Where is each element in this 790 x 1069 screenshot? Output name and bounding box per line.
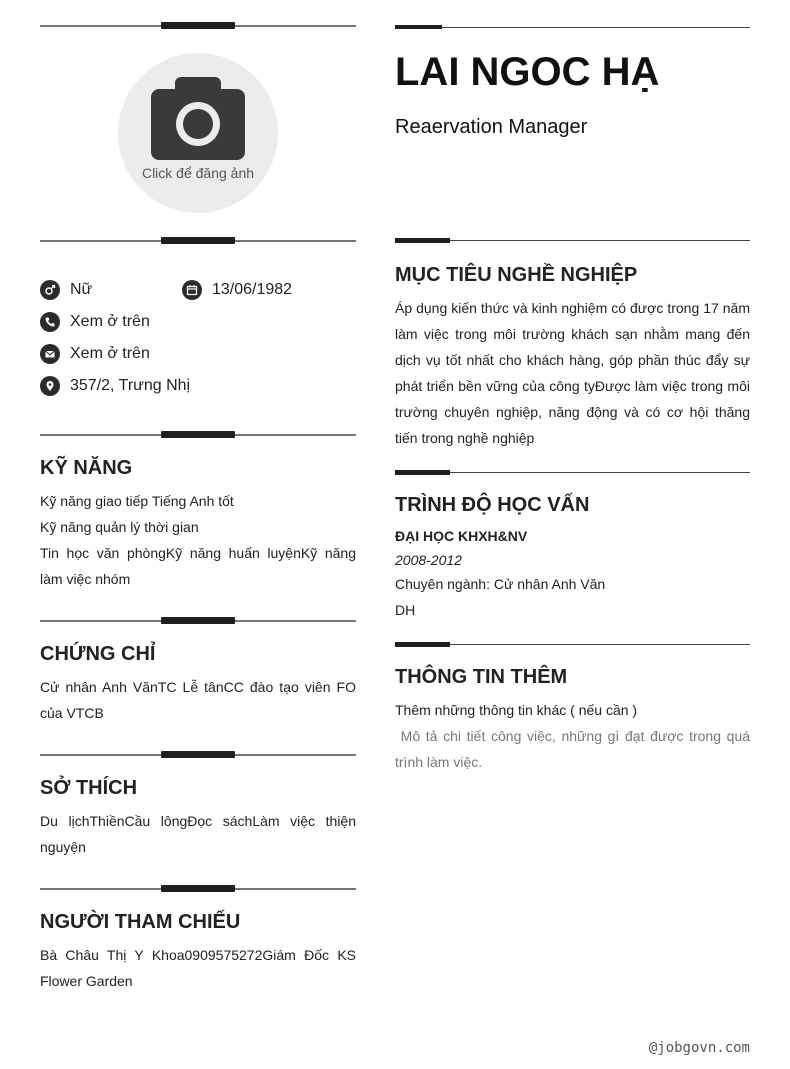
divider	[395, 25, 750, 31]
education-title: TRÌNH ĐỘ HỌC VẤN	[395, 494, 590, 516]
additional-block	[395, 697, 754, 775]
divider	[40, 885, 356, 893]
divider	[40, 237, 356, 245]
additional-placeholder[interactable]: Mô tả chi tiết công việc, những gì đạt được trong quá trình làm việc.	[395, 728, 754, 770]
references-title: NGƯỜI THAM CHIẾU	[40, 911, 241, 933]
watermark: @jobgovn.com	[648, 1040, 750, 1056]
objective-title: MỤC TIÊU NGHỀ NGHIỆP	[395, 264, 638, 286]
degree: DH	[395, 602, 416, 618]
major: Chuyên ngành: Cử nhân Anh Văn	[395, 576, 606, 592]
gender-value: Nữ	[70, 281, 93, 298]
objective-text: Áp dụng kiến thức và kinh nghiệm có được trong 17 năm làm việc trong môi trường khách sạn nhằm mang đến dịch vụ tốt nhất cho khách hàng, góp phần thúc đẩy sự phát triển bền vững của công tyĐược làm việc trong môi trường chuyên nghiệp, năng động và có cơ hội thăng tiến trong nghề nghiệp	[395, 300, 750, 446]
skill-item: Kỹ năng giao tiếp Tiếng Anh tốt	[40, 493, 234, 509]
address-row	[40, 375, 190, 397]
divider	[395, 470, 750, 476]
divider	[40, 22, 356, 30]
additional-title: THÔNG TIN THÊM	[395, 666, 568, 688]
divider	[40, 751, 356, 759]
hobbies-text: Du lịchThiềnCầu lôngĐọc sáchLàm việc thiện nguyện	[40, 813, 356, 855]
divider	[395, 642, 750, 648]
phone-icon	[40, 312, 60, 332]
email-row	[40, 343, 150, 365]
certificates-title: CHỨNG CHỈ	[40, 643, 156, 665]
candidate-position: Reaervation Manager	[395, 116, 588, 138]
avatar-upload[interactable]	[118, 53, 278, 213]
camera-icon	[151, 77, 245, 160]
skills-title: KỸ NĂNG	[40, 457, 133, 479]
divider	[40, 617, 356, 625]
avatar-caption: Click để đăng ảnh	[141, 165, 255, 181]
hobbies-title: SỞ THÍCH	[40, 777, 138, 799]
gender-row	[40, 279, 92, 301]
certificates-text: Cử nhân Anh VănTC Lễ tânCC đào tạo viên FO của VTCB	[40, 679, 356, 721]
references-text: Bà Châu Thị Y Khoa0909575272Giám Đốc KS Flower Garden	[40, 947, 356, 989]
birthdate-value: 13/06/1982	[212, 281, 293, 298]
divider	[395, 238, 750, 244]
study-years: 2008-2012	[395, 552, 462, 568]
skill-item: Kỹ năng quản lý thời gian	[40, 519, 199, 535]
candidate-name: LAI NGOC HẠ	[395, 50, 660, 94]
education-block	[395, 523, 750, 623]
address-value: 357/2, Trưng Nhị	[70, 377, 191, 394]
additional-text: Thêm những thông tin khác ( nếu cần )	[395, 702, 638, 718]
birthdate-row	[182, 279, 292, 301]
skill-item: Tin học văn phòngKỹ năng huấn luyệnKỹ năng làm việc nhóm	[40, 545, 356, 587]
skills-list	[40, 488, 356, 592]
phone-row	[40, 311, 150, 333]
school-name: ĐẠI HỌC KHXH&NV	[395, 528, 528, 544]
email-value: Xem ở trên	[70, 345, 150, 362]
divider	[40, 431, 356, 439]
location-pin-icon	[40, 376, 60, 396]
mail-icon	[40, 344, 60, 364]
calendar-icon	[182, 280, 202, 300]
gender-icon	[40, 280, 60, 300]
phone-value: Xem ở trên	[70, 313, 150, 330]
